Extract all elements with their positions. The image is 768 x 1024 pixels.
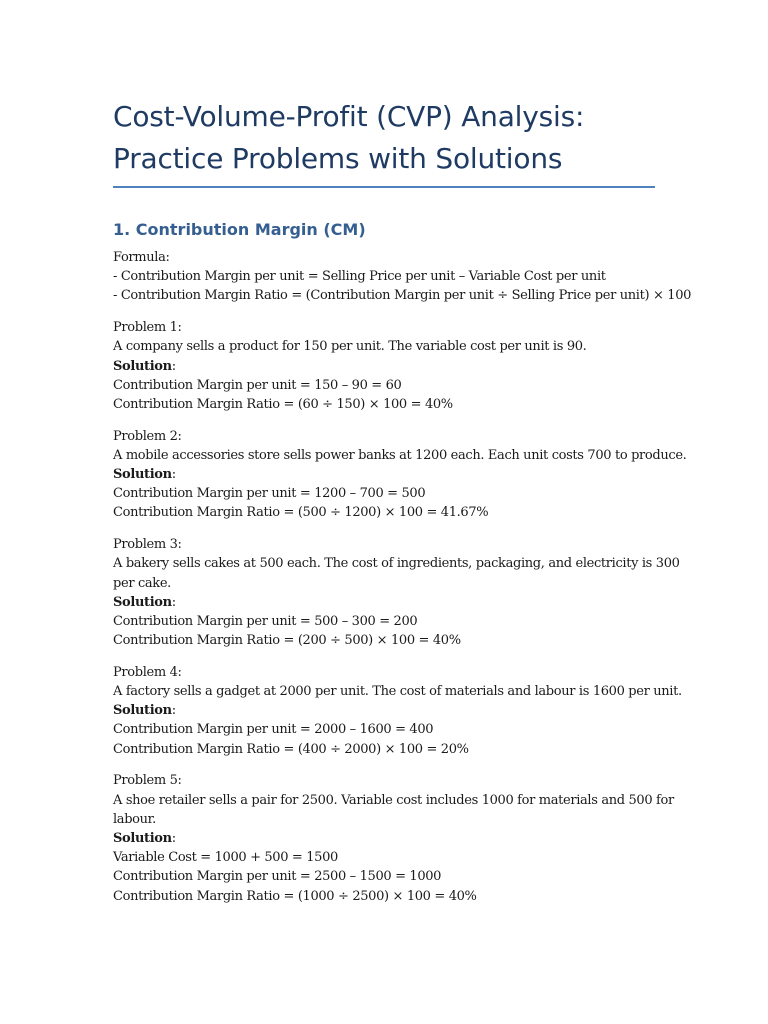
solution-label: Solution (113, 467, 172, 483)
solution-heading: Solution: (113, 830, 176, 846)
solution-line: Contribution Margin Ratio = (60 ÷ 150) × 100 = 40% (113, 396, 453, 412)
solution-label: Solution (113, 358, 172, 374)
problem-label: Problem 1: (113, 320, 182, 336)
section-heading-contribution-margin: 1. Contribution Margin (CM) (113, 220, 366, 239)
problem-statement: A factory sells a gadget at 2000 per unit. The cost of materials and labour is 1600 per unit. (113, 684, 682, 700)
solution-line: Contribution Margin Ratio = (1000 ÷ 2500) × 100 = 40% (113, 888, 477, 904)
formula-line-cm-per-unit: - Contribution Margin per unit = Selling Price per unit – Variable Cost per unit (113, 269, 606, 285)
problem-4 (113, 663, 682, 759)
document-page (113, 96, 692, 906)
problem-label: Problem 3: (113, 537, 182, 553)
problem-statement-line-2: labour. (113, 811, 156, 827)
solution-line: Contribution Margin per unit = 2500 – 1500 = 1000 (113, 869, 442, 885)
problem-label: Problem 2: (113, 428, 182, 444)
solution-line: Contribution Margin Ratio = (200 ÷ 500) × 100 = 40% (113, 633, 461, 649)
solution-heading: Solution: (113, 703, 176, 719)
solution-line: Contribution Margin Ratio = (400 ÷ 2000) × 100 = 20% (113, 741, 469, 757)
solution-label: Solution (113, 830, 172, 846)
problem-3 (113, 535, 680, 650)
problem-statement: A company sells a product for 150 per unit. The variable cost per unit is 90. (113, 339, 587, 355)
solution-heading: Solution: (113, 467, 176, 483)
solution-line: Variable Cost = 1000 + 500 = 1500 (113, 850, 338, 866)
solution-line: Contribution Margin per unit = 500 – 300 = 200 (113, 613, 418, 629)
problem-2 (113, 427, 687, 523)
page-title (113, 96, 655, 180)
problem-1 (113, 318, 655, 414)
page-title-line-1: Cost-Volume-Profit (CVP) Analysis: (113, 100, 585, 133)
solution-heading: Solution: (113, 358, 176, 374)
solution-line: Contribution Margin Ratio = (500 ÷ 1200) × 100 = 41.67% (113, 505, 489, 521)
problem-statement: A mobile accessories store sells power banks at 1200 each. Each unit costs 700 to produce. (113, 447, 687, 463)
title-divider (113, 186, 655, 188)
problem-label: Problem 4: (113, 664, 182, 680)
problem-statement-line-1: A bakery sells cakes at 500 each. The cost of ingredients, packaging, and electricity is 300 (113, 556, 680, 572)
solution-label: Solution (113, 703, 172, 719)
problem-statement-line-1: A shoe retailer sells a pair for 2500. Variable cost includes 1000 for materials and 500 for (113, 792, 674, 808)
solution-heading: Solution: (113, 594, 176, 610)
formula-label: Formula: (113, 250, 170, 265)
formula-block (113, 248, 692, 306)
solution-line: Contribution Margin per unit = 150 – 90 = 60 (113, 377, 402, 393)
solution-line: Contribution Margin per unit = 2000 – 1600 = 400 (113, 722, 434, 738)
page-title-line-2: Practice Problems with Solutions (113, 142, 563, 175)
solution-label: Solution (113, 594, 172, 610)
problem-statement-line-2: per cake. (113, 575, 171, 591)
solution-line: Contribution Margin per unit = 1200 – 700 = 500 (113, 486, 426, 502)
formula-line-cm-ratio: - Contribution Margin Ratio = (Contribution Margin per unit ÷ Selling Price per unit) × 100 (113, 288, 692, 304)
problem-label: Problem 5: (113, 773, 182, 789)
problem-5 (113, 771, 674, 905)
